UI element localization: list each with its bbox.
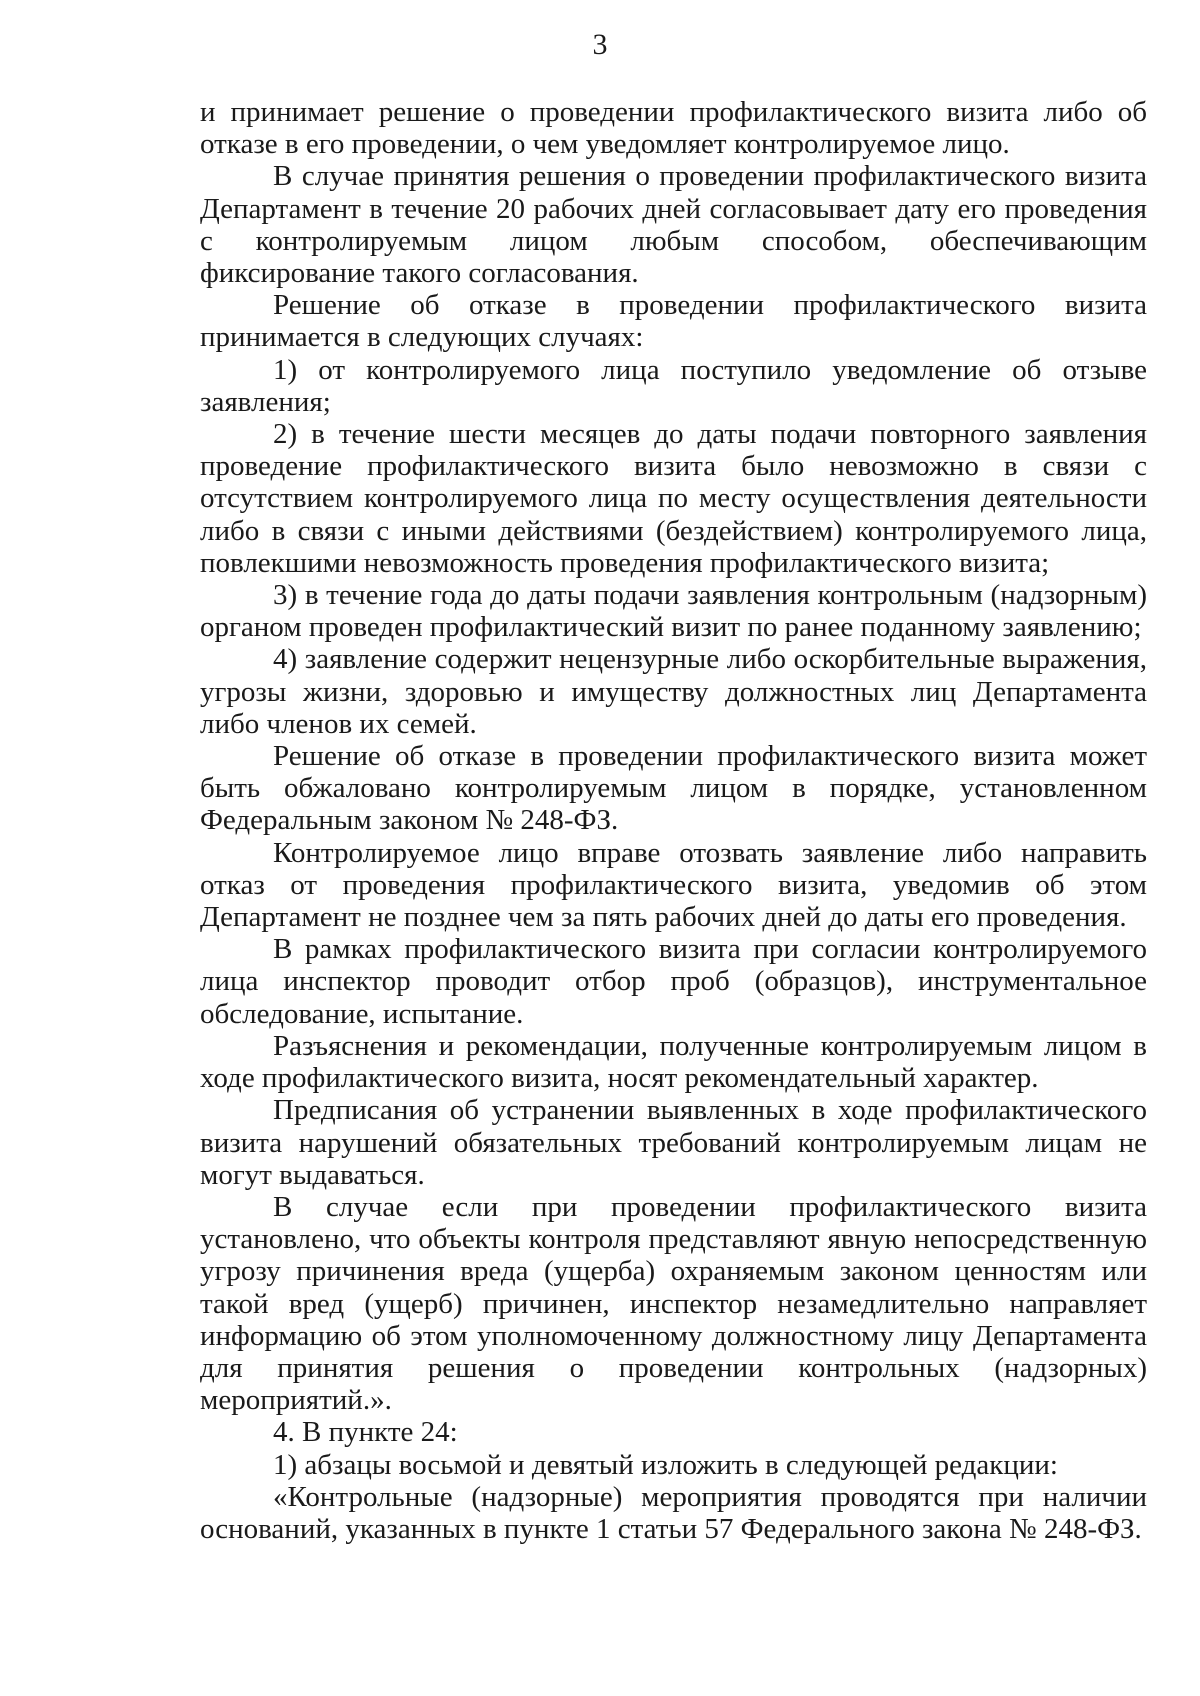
paragraph: Предписания об устранении выявленных в ходе профилактического визита нарушений обязательных требований контролируемым лицам не могут выдаваться.: [200, 1094, 1147, 1191]
paragraph: В случае если при проведении профилактического визита установлено, что объекты контроля представляют явную непосредственную угрозу причинения вреда (ущерба) охраняемым законом ценностям или такой вред (ущерб) причинен, инспектор незамедлительно направляет информацию об этом уполномоченному должностному лицу Департамента для принятия решения о проведении контрольных (надзорных) мероприятий.».: [200, 1190, 1147, 1417]
paragraph: Решение об отказе в проведении профилактического визита может быть обжаловано контролируемым лицом в порядке, установленном Федеральным законом № 248-ФЗ.: [200, 740, 1147, 837]
document-body: [200, 96, 1147, 1545]
list-item: 2) в течение шести месяцев до даты подачи повторного заявления проведение профилактического визита было невозможно в связи с отсутствием контролируемого лица по месту осуществления деятельности либо в связи с иными действиями (бездействием) контролируемого лица, повлекшими невозможность проведения профилактического визита;: [200, 418, 1147, 579]
paragraph: «Контрольные (надзорные) мероприятия проводятся при наличии оснований, указанных в пункте 1 статьи 57 Федерального закона № 248-ФЗ.: [200, 1480, 1147, 1545]
list-item: 1) от контролируемого лица поступило уведомление об отзыве заявления;: [200, 353, 1147, 418]
paragraph: Решение об отказе в проведении профилактического визита принимается в следующих случаях:: [200, 289, 1147, 354]
paragraph: Контролируемое лицо вправе отозвать заявление либо направить отказ от проведения профилактического визита, уведомив об этом Департамент не позднее чем за пять рабочих дней до даты его проведения.: [200, 836, 1147, 934]
list-item: 3) в течение года до даты подачи заявления контрольным (надзорным) органом проведен профилактический визит по ранее поданному заявлению;: [200, 579, 1147, 644]
paragraph: В рамках профилактического визита при согласии контролируемого лица инспектор проводит отбор проб (образцов), инструментальное обследование, испытание.: [200, 933, 1147, 1030]
paragraph-continuation: и принимает решение о проведении профилактического визита либо об отказе в его проведении, о чем уведомляет контролируемое лицо.: [200, 96, 1147, 161]
section-heading: 4. В пункте 24:: [273, 1416, 458, 1449]
paragraph: В случае принятия решения о проведении профилактического визита Департамент в течение 20 рабочих дней согласовывает дату его проведения с контролируемым лицом любым способом, обеспечивающим фиксирование такого согласования.: [200, 160, 1147, 290]
list-item: 4) заявление содержит нецензурные либо оскорбительные выражения, угрозы жизни, здоровью и имуществу должностных лиц Департамента либо членов их семей.: [200, 643, 1147, 740]
page-number: 3: [592, 28, 608, 61]
list-item: 1) абзацы восьмой и девятый изложить в следующей редакции:: [273, 1448, 1058, 1481]
paragraph: Разъяснения и рекомендации, полученные контролируемым лицом в ходе профилактического визита, носят рекомендательный характер.: [200, 1029, 1147, 1095]
